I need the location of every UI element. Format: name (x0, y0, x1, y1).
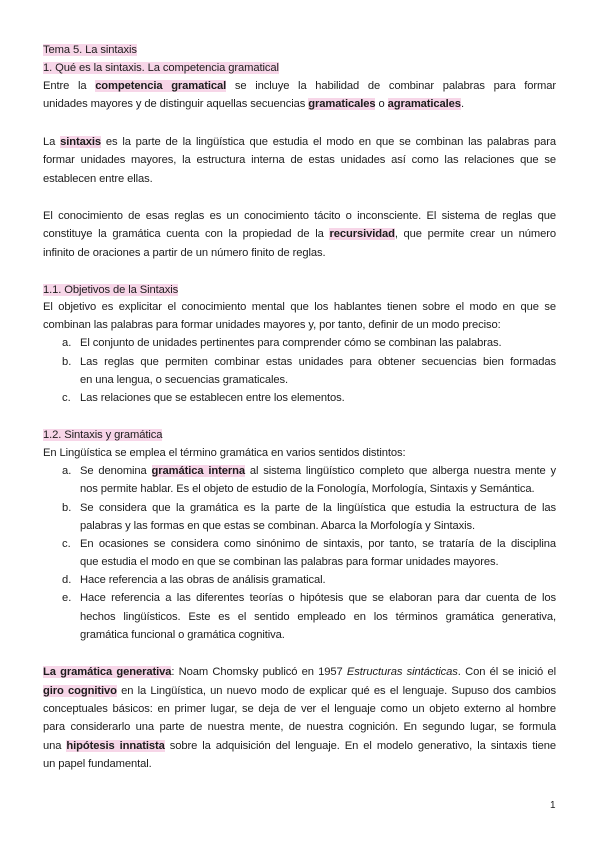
p4-line-5: una hipótesis innatista sobre la adquisición del lenguaje. En el modelo generativo, la sintaxis tiene (43, 740, 557, 752)
list-marker: b. (62, 356, 72, 368)
list-marker: c. (62, 392, 71, 404)
p4-line-3: conceptuales básicos: en primer lugar, se deja de ver el lenguaje como un objeto externo al hombre (43, 703, 556, 715)
s12-item-e-line-3: gramática funcional o gramática cognitiva. (80, 629, 285, 641)
list-marker: a. (62, 337, 72, 349)
s12-item-e-line-1: Hace referencia a las diferentes teorías o hipótesis que se elaboran para dar cuenta de los (80, 592, 556, 604)
p4-line-2: giro cognitivo en la Lingüística, un nuevo modo de explicar qué es el lenguaje. Supuso dos cambios (43, 685, 556, 697)
p1-line-1: Entre la competencia gramatical se incluye la habilidad de combinar palabras para formar (43, 80, 557, 92)
s11-line-1: El objetivo es explicitar el conocimiento mental que los hablantes tienen sobre el modo en que se (43, 301, 556, 313)
p3-line-3: infinito de oraciones a partir de un número finito de reglas. (43, 247, 326, 259)
page-number: 1 (550, 800, 556, 811)
p4-line-4: para considerarlo una parte de nuestra mente, de nuestra cognición. En segundo lugar, se formula (43, 721, 556, 733)
s12-item-c-line-1: En ocasiones se considera como sinónimo de sintaxis, por tanto, se trataría de la disciplina (80, 538, 556, 550)
s11-item-b-line-1: Las reglas que permiten combinar estas unidades para obtener secuencias bien formadas (80, 356, 556, 368)
p4-line-1: La gramática generativa: Noam Chomsky publicó en 1957 Estructuras sintácticas. Con él se inició el (43, 666, 556, 678)
s12-item-d: Hace referencia a las obras de análisis gramatical. (80, 574, 326, 586)
list-marker: a. (62, 465, 72, 477)
section-1-heading: 1. Qué es la sintaxis. La competencia gramatical (43, 62, 279, 74)
s11-line-2: combinan las palabras para formar unidades mayores y, por tanto, definir de un modo preciso: (43, 319, 501, 331)
s12-item-b-line-2: palabras y las formas en que estas se combinan. Abarca la Morfología y Sintaxis. (80, 520, 475, 532)
s11-item-a: El conjunto de unidades pertinentes para comprender cómo se combinan las palabras. (80, 337, 502, 349)
list-marker: d. (62, 574, 72, 586)
s12-item-e-line-2: hechos lingüísticos. Este es el sentido empleado en los términos gramática generativa, (80, 611, 556, 623)
s11-item-b-line-2: en una lengua, o secuencias gramaticales. (80, 374, 288, 386)
topic-heading: Tema 5. La sintaxis (43, 44, 137, 56)
s11-item-c: Las relaciones que se establecen entre los elementos. (80, 392, 345, 404)
s12-item-c-line-2: que estudia el modo en que se combinan las palabras para formar unidades mayores. (80, 556, 499, 568)
section-1-2-heading: 1.2. Sintaxis y gramática (43, 429, 163, 441)
list-marker: c. (62, 538, 71, 550)
s12-intro: En Lingüística se emplea el término gramática en varios sentidos distintos: (43, 447, 406, 459)
s12-item-a-line-2: nos permite hablar. Es el objeto de estudio de la Fonología, Morfología, Sintaxis y Semántica. (80, 483, 535, 495)
list-marker: b. (62, 502, 72, 514)
list-marker: e. (62, 592, 72, 604)
s12-item-a-line-1: Se denomina gramática interna al sistema lingüístico completo que alberga nuestra mente y (80, 465, 556, 477)
p3-line-1: El conocimiento de esas reglas es un conocimiento tácito o inconsciente. El sistema de reglas que (43, 210, 556, 222)
p2-line-2: formar unidades mayores, la estructura interna de estas unidades así como las relaciones que se (43, 154, 556, 166)
p2-line-1: La sintaxis es la parte de la lingüística que estudia el modo en que se combinan las palabras para (43, 136, 556, 148)
p1-line-2: unidades mayores y de distinguir aquellas secuencias gramaticales o agramaticales. (43, 98, 464, 110)
p2-line-3: establecen entre ellas. (43, 173, 153, 185)
section-1-1-heading: 1.1. Objetivos de la Sintaxis (43, 284, 179, 296)
p4-line-6: un papel fundamental. (43, 758, 152, 770)
s12-item-b-line-1: Se considera que la gramática es la parte de la lingüística que estudia la estructura de las (80, 502, 556, 514)
p3-line-2: constituye la gramática cuenta con la propiedad de la recursividad, que permite crear un número (43, 228, 556, 240)
